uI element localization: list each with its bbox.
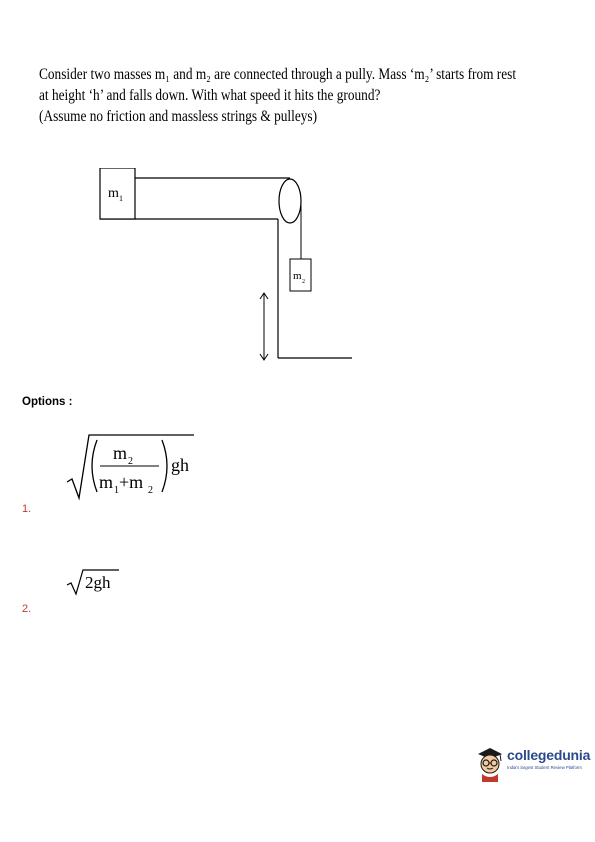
collegedunia-logo [474, 742, 591, 782]
logo-tagline: India's largest Student Review Platform [507, 765, 582, 770]
question-text [39, 64, 517, 127]
option-1-number: 1. [22, 503, 32, 515]
option-2-radicand: 2gh [85, 573, 111, 592]
option-1-denominator-b-sub: 2 [148, 485, 153, 496]
option-1-denominator-b: +m [119, 472, 144, 492]
question-line-3: (Assume no friction and massless strings & pulleys) [39, 108, 318, 125]
question-line-1: Consider two masses m₁ and m₂ are connected through a pully. Mass ‘m₂’ starts from rest [39, 66, 517, 83]
logo-name: collegedunia [507, 747, 591, 763]
option-1-denominator-a: m [99, 472, 114, 492]
pulley-diagram [90, 168, 360, 368]
pulley [279, 179, 301, 223]
block-m1-label: m [108, 186, 119, 201]
option-1-formula [64, 432, 199, 504]
question-line-2: at height ‘h’ and falls down. With what speed it hits the ground? [39, 87, 381, 104]
option-1-denominator-a-sub: 1 [114, 485, 119, 496]
options-heading: Options : [22, 396, 73, 408]
block-m1-sub: 1 [119, 194, 123, 203]
option-2-formula [64, 567, 124, 597]
mascot-icon [474, 742, 506, 782]
block-m2-sub: 2 [302, 279, 305, 285]
option-1-numerator-sub: 2 [128, 456, 133, 467]
option-2-number: 2. [22, 603, 32, 615]
option-1-suffix: gh [171, 455, 189, 475]
option-1-numerator: m [113, 443, 128, 463]
block-m2-label: m [293, 270, 302, 282]
